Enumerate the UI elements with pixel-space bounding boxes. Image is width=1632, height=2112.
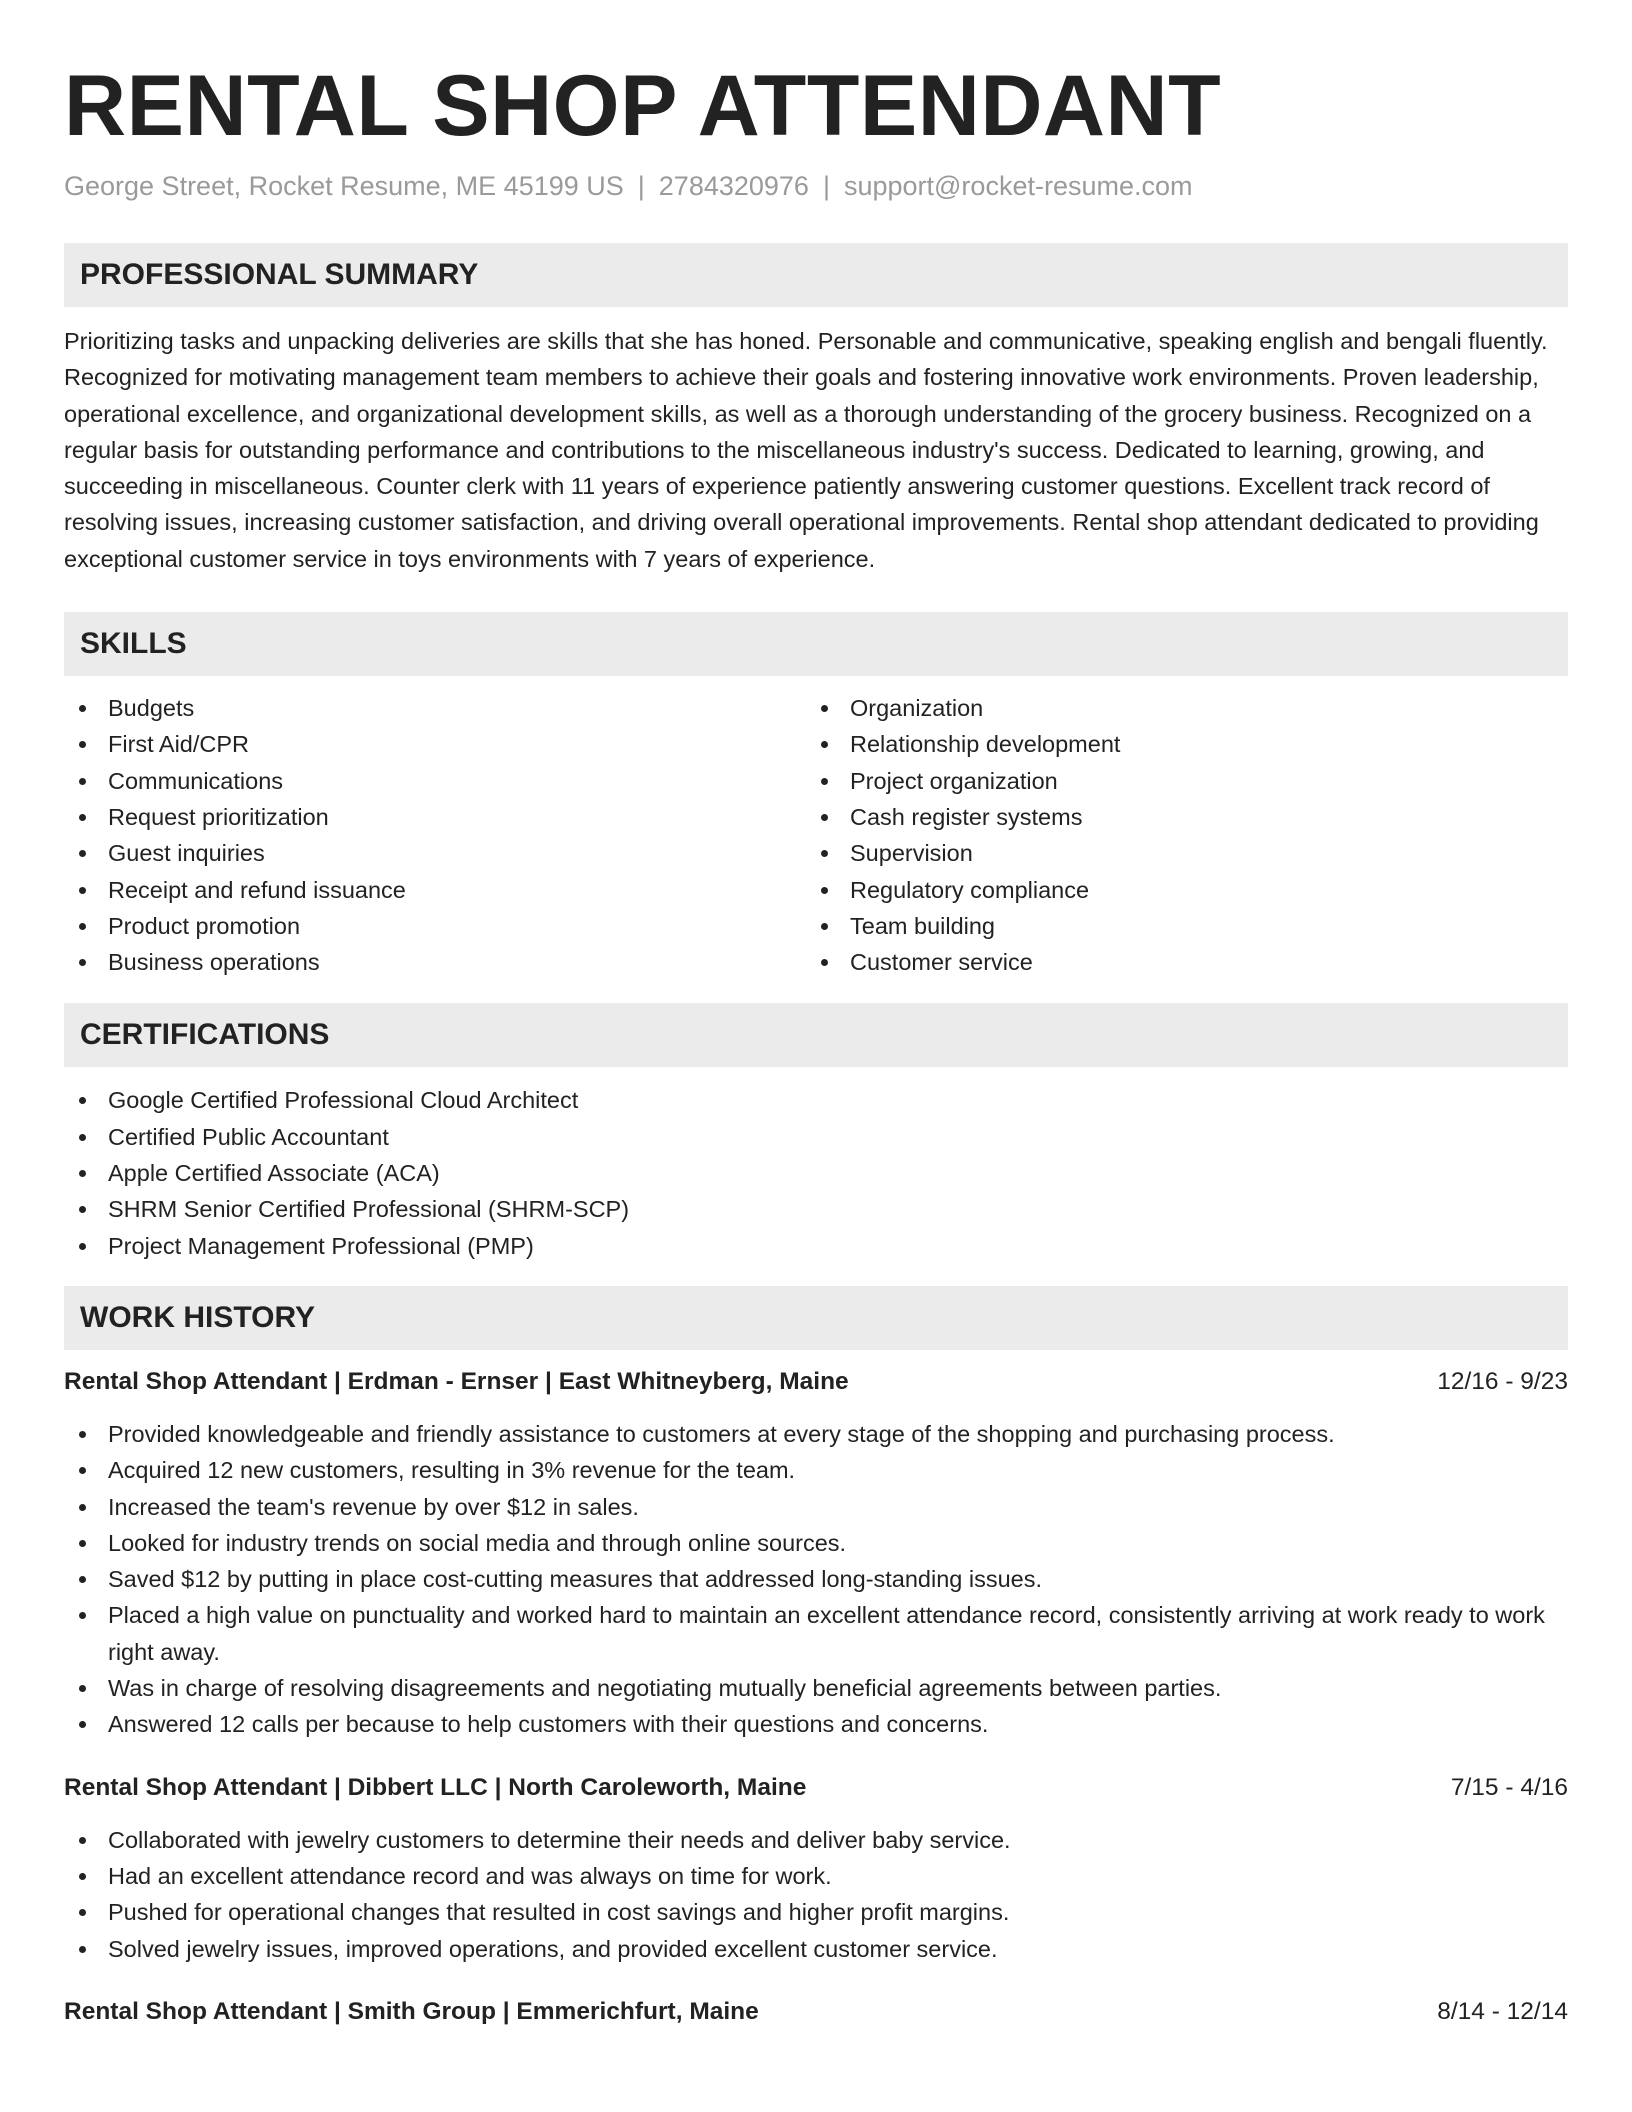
summary-heading: PROFESSIONAL SUMMARY (64, 243, 1568, 307)
job-title: Rental Shop Attendant | Smith Group | Emmerichfurt, Maine (64, 1997, 759, 2025)
skill-item-text: Relationship development (850, 731, 1121, 758)
bullet-dot-icon (79, 1837, 86, 1844)
skill-item-text: Regulatory compliance (850, 876, 1090, 903)
skill-item-text: Guest inquiries (108, 840, 265, 867)
certification-item-text: Project Management Professional (PMP) (108, 1232, 534, 1259)
skill-item (64, 799, 806, 835)
bullet-dot-icon (79, 1721, 86, 1728)
bullet-dot-icon (79, 887, 86, 894)
bullet-dot-icon (79, 923, 86, 930)
bullet-dot-icon (821, 814, 828, 821)
job-entry (64, 1364, 1568, 1743)
summary-section (64, 243, 1568, 577)
bullet-dot-icon (79, 814, 86, 821)
job-bullet (64, 1822, 1568, 1858)
skill-item (64, 944, 806, 980)
bullet-dot-icon (79, 1540, 86, 1547)
bullet-dot-icon (79, 1206, 86, 1213)
bullet-dot-icon (79, 1170, 86, 1177)
skill-item (806, 872, 1548, 908)
job-header (64, 1994, 1568, 2030)
job-bullet-text: Was in charge of resolving disagreements and negotiating mutually beneficial agreements between parties. (108, 1675, 1222, 1702)
job-bullet (64, 1670, 1568, 1706)
skills-right-column (806, 690, 1548, 980)
bullet-dot-icon (821, 705, 828, 712)
bullet-dot-icon (79, 1946, 86, 1953)
job-bullet (64, 1931, 1568, 1967)
skill-item (806, 908, 1548, 944)
skill-item (806, 835, 1548, 871)
certifications-section (64, 1003, 1568, 1263)
job-header (64, 1770, 1568, 1806)
certification-item (64, 1155, 1568, 1191)
skill-item (806, 690, 1548, 726)
skill-item-text: Team building (850, 912, 996, 939)
bullet-dot-icon (821, 923, 828, 930)
job-bullet-text: Acquired 12 new customers, resulting in 3% revenue for the team. (108, 1457, 796, 1484)
bullet-dot-icon (79, 1685, 86, 1692)
job-dates: 8/14 - 12/14 (1437, 1997, 1568, 2025)
summary-text: Prioritizing tasks and unpacking deliveries are skills that she has honed. Personable and communicative, speaking english and bengali fluently. Recognized for motivating management team members to achieve their goals and fostering innovative work environments. Proven leadership, operational excellence, and organizational development skills, as well as a thorough understanding of the grocery business. Recognized on a regular basis for outstanding performance and contributions to the miscellaneous industry's success. Dedicated to learning, growing, and succeeding in miscellaneous. Counter clerk with 11 years of experience patiently answering customer questions. Excellent track record of resolving issues, increasing customer satisfaction, and driving overall operational improvements. Rental shop attendant dedicated to providing exceptional customer service in toys environments with 7 years of experience. (64, 328, 1548, 572)
bullet-dot-icon (79, 705, 86, 712)
bullet-dot-icon (79, 1134, 86, 1141)
work-history-jobs (64, 1364, 1568, 2030)
skill-item (64, 763, 806, 799)
skill-item (64, 872, 806, 908)
bullet-dot-icon (79, 1431, 86, 1438)
bullet-dot-icon (79, 1097, 86, 1104)
job-bullet (64, 1706, 1568, 1742)
job-dates: 12/16 - 9/23 (1437, 1367, 1568, 1395)
skill-item-text: Product promotion (108, 912, 301, 939)
contact-email: support@rocket-resume.com (843, 171, 1193, 201)
skill-item (64, 690, 806, 726)
skill-item-text: Organization (850, 695, 984, 722)
skills-heading: SKILLS (64, 612, 1568, 676)
skill-item-text: Budgets (108, 695, 195, 722)
job-bullet (64, 1489, 1568, 1525)
skill-item-text: Project organization (850, 767, 1058, 794)
job-bullet-text: Provided knowledgeable and friendly assistance to customers at every stage of the shopping and purchasing process. (108, 1420, 1335, 1447)
job-bullet (64, 1597, 1568, 1670)
work-history-section (64, 1286, 1568, 2030)
skill-item (64, 908, 806, 944)
skill-item (806, 763, 1548, 799)
bullet-dot-icon (821, 850, 828, 857)
job-bullet-text: Placed a high value on punctuality and worked hard to maintain an excellent attendance record, consistently arriving at work ready to work right away. (108, 1602, 1545, 1665)
job-bullet (64, 1561, 1568, 1597)
contact-line (64, 168, 1568, 204)
job-entry (64, 1994, 1568, 2030)
skill-item-text: Receipt and refund issuance (108, 876, 406, 903)
contact-separator: | (637, 171, 645, 201)
bullet-dot-icon (79, 1467, 86, 1474)
skill-item (64, 726, 806, 762)
certifications-list (64, 1082, 1568, 1263)
bullet-dot-icon (79, 850, 86, 857)
job-bullet (64, 1525, 1568, 1561)
skill-item-text: Request prioritization (108, 803, 329, 830)
job-bullets (64, 1416, 1568, 1743)
job-bullet-text: Solved jewelry issues, improved operations, and provided excellent customer service. (108, 1935, 998, 1962)
bullet-dot-icon (821, 741, 828, 748)
skill-item (64, 835, 806, 871)
bullet-dot-icon (79, 778, 86, 785)
skill-item-text: First Aid/CPR (108, 731, 250, 758)
certifications-heading: CERTIFICATIONS (64, 1003, 1568, 1067)
contact-phone: 2784320976 (658, 171, 809, 201)
skill-item (806, 799, 1548, 835)
certification-item (64, 1082, 1568, 1118)
bullet-dot-icon (821, 959, 828, 966)
bullet-dot-icon (821, 778, 828, 785)
job-bullet (64, 1416, 1568, 1452)
bullet-dot-icon (79, 959, 86, 966)
job-bullet (64, 1858, 1568, 1894)
bullet-dot-icon (79, 1576, 86, 1583)
certification-item-text: SHRM Senior Certified Professional (SHRM-SCP) (108, 1196, 630, 1223)
skill-item-text: Cash register systems (850, 803, 1083, 830)
skills-left-column (64, 690, 806, 980)
resume-name: RENTAL SHOP ATTENDANT (64, 58, 1222, 154)
job-title: Rental Shop Attendant | Erdman - Ernser | East Whitneyberg, Maine (64, 1367, 849, 1395)
certification-item-text: Google Certified Professional Cloud Architect (108, 1087, 579, 1114)
job-bullet-text: Increased the team's revenue by over $12 in sales. (108, 1493, 639, 1520)
certification-item-text: Apple Certified Associate (ACA) (108, 1160, 440, 1187)
contact-separator: | (822, 171, 830, 201)
work-history-heading: WORK HISTORY (64, 1286, 1568, 1350)
job-title: Rental Shop Attendant | Dibbert LLC | North Caroleworth, Maine (64, 1773, 807, 1801)
certification-item (64, 1228, 1568, 1264)
skills-grid (64, 690, 1568, 980)
job-bullets (64, 1822, 1568, 1967)
bullet-dot-icon (79, 1504, 86, 1511)
bullet-dot-icon (79, 1243, 86, 1250)
skills-section (64, 612, 1568, 980)
job-bullet-text: Saved $12 by putting in place cost-cutting measures that addressed long-standing issues. (108, 1566, 1043, 1593)
job-bullet (64, 1894, 1568, 1930)
job-bullet-text: Looked for industry trends on social media and through online sources. (108, 1529, 847, 1556)
job-dates: 7/15 - 4/16 (1450, 1773, 1568, 1801)
skill-item (806, 944, 1548, 980)
certification-item (64, 1119, 1568, 1155)
bullet-dot-icon (821, 887, 828, 894)
certification-item (64, 1191, 1568, 1227)
bullet-dot-icon (79, 741, 86, 748)
certification-item-text: Certified Public Accountant (108, 1123, 389, 1150)
job-bullet-text: Pushed for operational changes that resulted in cost savings and higher profit margins. (108, 1899, 1010, 1926)
bullet-dot-icon (79, 1873, 86, 1880)
skill-item-text: Supervision (850, 840, 973, 867)
job-entry (64, 1770, 1568, 1967)
skill-item (806, 726, 1548, 762)
job-bullet-text: Collaborated with jewelry customers to determine their needs and deliver baby service. (108, 1826, 1011, 1853)
contact-address: George Street, Rocket Resume, ME 45199 US (64, 171, 624, 201)
job-bullet-text: Answered 12 calls per because to help customers with their questions and concerns. (108, 1711, 989, 1738)
job-bullet (64, 1452, 1568, 1488)
skill-item-text: Communications (108, 767, 284, 794)
job-bullet-text: Had an excellent attendance record and was always on time for work. (108, 1862, 832, 1889)
job-header (64, 1364, 1568, 1400)
bullet-dot-icon (79, 1612, 86, 1619)
skill-item-text: Customer service (850, 949, 1033, 976)
skill-item-text: Business operations (108, 949, 320, 976)
bullet-dot-icon (79, 1909, 86, 1916)
